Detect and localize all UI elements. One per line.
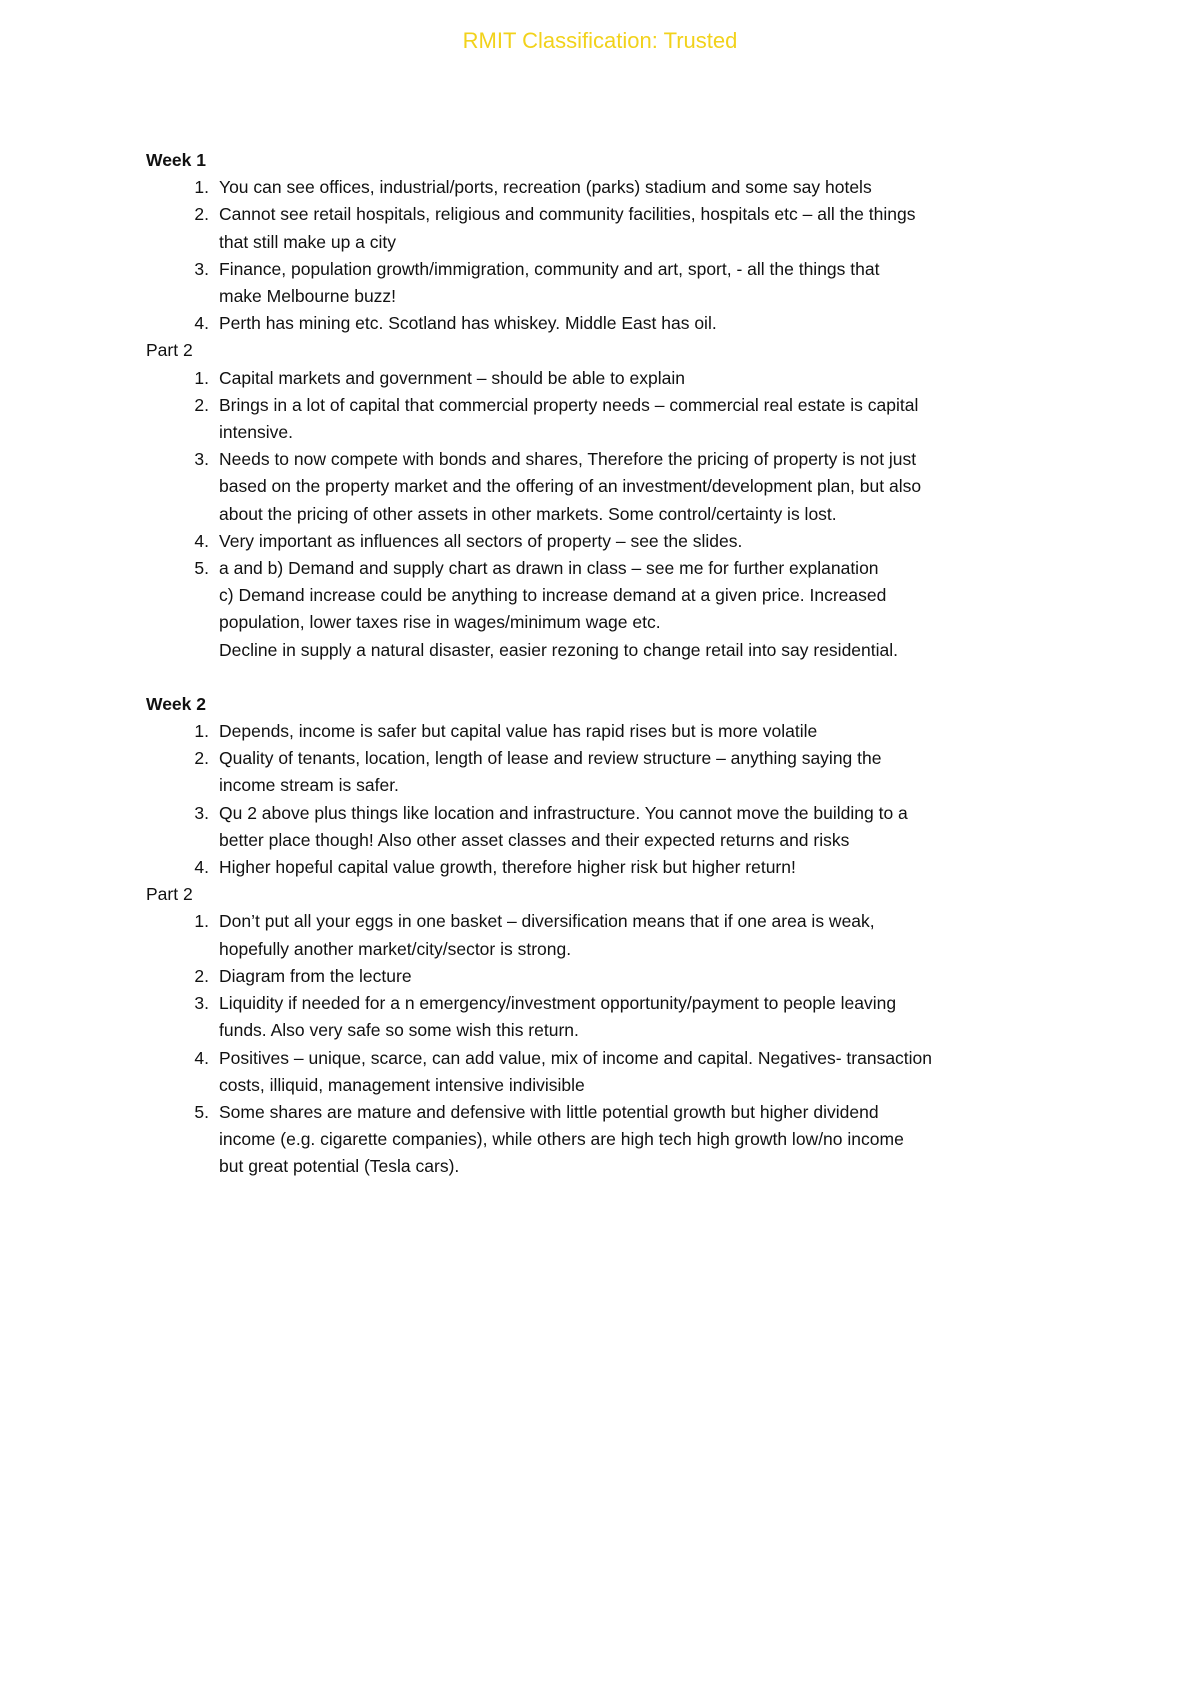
list-item (146, 718, 1066, 745)
list-item-text: c) Demand increase could be anything to increase demand at a given price. Increased (219, 585, 887, 606)
list-item-text: Don’t put all your eggs in one basket – diversification means that if one area is weak, (219, 911, 875, 932)
list-item-number: 2. (194, 965, 209, 986)
list-item-text: better place though! Also other asset classes and their expected returns and risks (219, 829, 850, 850)
classification-label: RMIT Classification: Trusted (462, 28, 738, 53)
list-item-text: Quality of tenants, location, length of lease and review structure – anything saying the (219, 748, 882, 769)
list-item-number: 1. (194, 367, 209, 388)
list-item-number: 5. (194, 1101, 209, 1122)
list-item-text: based on the property market and the offering of an investment/development plan, but also (219, 476, 922, 497)
section-heading: Week 2 (146, 693, 206, 714)
list-item-text: Depends, income is safer but capital value has rapid rises but is more volatile (219, 721, 818, 742)
list-item-text: costs, illiquid, management intensive indivisible (219, 1074, 585, 1095)
list-item (146, 800, 1066, 854)
list-item-number: 2. (194, 394, 209, 415)
list-item-number: 1. (194, 721, 209, 742)
list-item (146, 256, 1066, 310)
list-item-text: funds. Also very safe so some wish this return. (219, 1020, 579, 1041)
list-item-number: 1. (194, 177, 209, 198)
list-item-text: Liquidity if needed for a n emergency/investment opportunity/payment to people leaving (219, 993, 897, 1014)
list-item-text: income (e.g. cigarette companies), while others are high tech high growth low/no income (219, 1129, 904, 1150)
list-item-text: Very important as influences all sectors of property – see the slides. (219, 530, 743, 551)
section-heading: Part 2 (146, 884, 193, 905)
list-item-text: hopefully another market/city/sector is strong. (219, 938, 572, 959)
list-item (146, 310, 1066, 337)
list-item-number: 3. (194, 258, 209, 279)
list-item-text: that still make up a city (219, 231, 397, 252)
list-item-number: 4. (194, 313, 209, 334)
list-item (146, 528, 1066, 555)
section-spacer (146, 664, 1066, 691)
list-item (146, 201, 1066, 255)
list-item-number: 2. (194, 204, 209, 225)
list-item (146, 446, 1066, 528)
numbered-list (146, 718, 1066, 881)
numbered-list (146, 174, 1066, 337)
list-item-number: 3. (194, 802, 209, 823)
list-item-text: You can see offices, industrial/ports, recreation (parks) stadium and some say hotels (219, 177, 872, 198)
list-item-text: about the pricing of other assets in other markets. Some control/certainty is lost. (219, 503, 837, 524)
list-item-number: 4. (194, 530, 209, 551)
list-item (146, 555, 1066, 664)
list-item-text: Some shares are mature and defensive with little potential growth but higher dividend (219, 1101, 879, 1122)
list-item-text: Decline in supply a natural disaster, easier rezoning to change retail into say residential. (219, 639, 898, 660)
list-item-number: 3. (194, 993, 209, 1014)
list-item-text: make Melbourne buzz! (219, 286, 397, 307)
list-item-number: 4. (194, 1047, 209, 1068)
list-item-text: but great potential (Tesla cars). (219, 1156, 460, 1177)
numbered-list (146, 365, 1066, 664)
list-item-text: Brings in a lot of capital that commercial property needs – commercial real estate is capital (219, 394, 919, 415)
list-item-text: a and b) Demand and supply chart as drawn in class – see me for further explanation (219, 558, 879, 579)
list-item-text: Cannot see retail hospitals, religious and community facilities, hospitals etc – all the things (219, 204, 916, 225)
list-item-number: 2. (194, 748, 209, 769)
list-item (146, 854, 1066, 881)
list-item (146, 174, 1066, 201)
list-item-text: income stream is safer. (219, 775, 399, 796)
list-item (146, 990, 1066, 1044)
section-heading: Part 2 (146, 340, 193, 361)
list-item-text: population, lower taxes rise in wages/minimum wage etc. (219, 612, 661, 633)
list-item-text: Perth has mining etc. Scotland has whiskey. Middle East has oil. (219, 313, 717, 334)
list-item-text: Positives – unique, scarce, can add value, mix of income and capital. Negatives- transaction (219, 1047, 933, 1068)
document-body (146, 147, 1066, 1181)
list-item-text: Higher hopeful capital value growth, therefore higher risk but higher return! (219, 857, 796, 878)
list-item (146, 963, 1066, 990)
list-item-text: Diagram from the lecture (219, 965, 412, 986)
list-item (146, 1045, 1066, 1099)
list-item (146, 1099, 1066, 1181)
list-item-number: 4. (194, 857, 209, 878)
list-item-text: Qu 2 above plus things like location and infrastructure. You cannot move the building to a (219, 802, 908, 823)
list-item (146, 392, 1066, 446)
list-item-number: 1. (194, 911, 209, 932)
list-item (146, 745, 1066, 799)
list-item-text: Finance, population growth/immigration, community and art, sport, - all the things that (219, 258, 880, 279)
numbered-list (146, 908, 1066, 1180)
list-item-text: Capital markets and government – should be able to explain (219, 367, 685, 388)
list-item-number: 5. (194, 558, 209, 579)
list-item (146, 365, 1066, 392)
list-item-number: 3. (194, 449, 209, 470)
list-item-text: Needs to now compete with bonds and shares, Therefore the pricing of property is not just (219, 449, 917, 470)
list-item-text: intensive. (219, 422, 293, 443)
list-item (146, 908, 1066, 962)
section-heading: Week 1 (146, 150, 206, 170)
